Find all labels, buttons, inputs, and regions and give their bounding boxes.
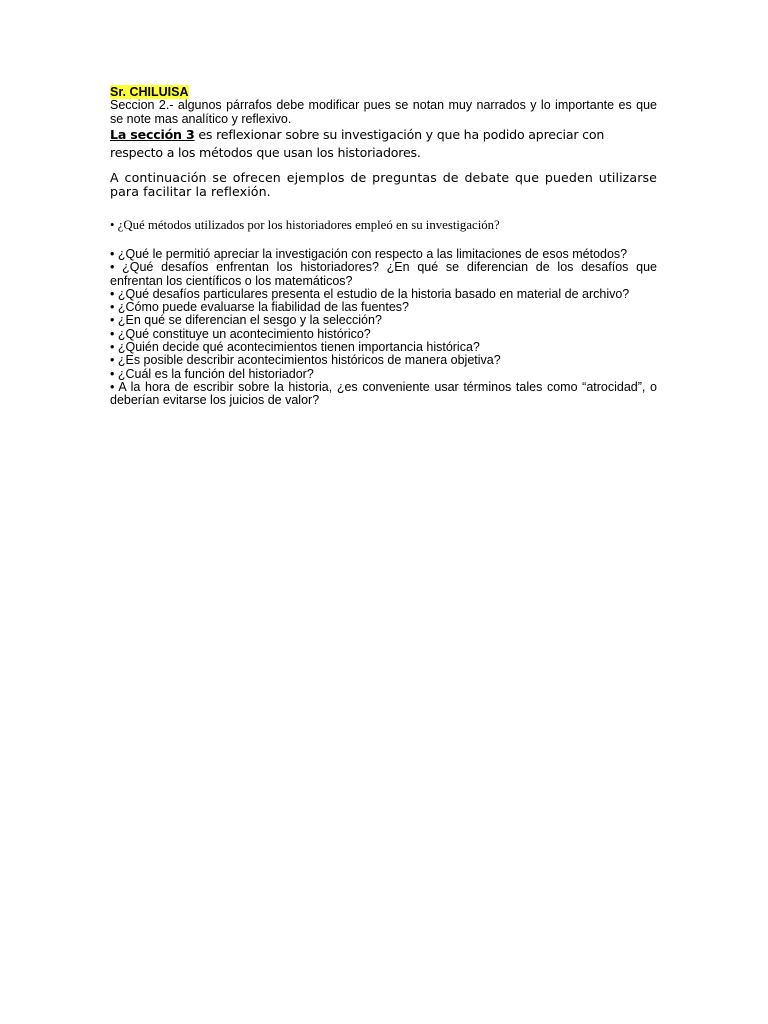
question-item: • ¿Qué constituye un acontecimiento histórico?	[110, 326, 371, 341]
question-item: • ¿Es posible describir acontecimientos históricos de manera objetiva?	[110, 353, 501, 368]
question-list	[110, 248, 657, 408]
first-question: • ¿Qué métodos utilizados por los historiadores empleó en su investigación?	[110, 218, 500, 232]
section3-lead: La sección 3	[110, 127, 195, 142]
salutation-highlight: Sr. CHILUISA	[110, 85, 189, 99]
question-item: • ¿Quién decide qué acontecimientos tienen importancia histórica?	[110, 340, 480, 355]
question-item: • A la hora de escribir sobre la historia, ¿es conveniente usar términos tales como “atrocidad”, o deberían evitarse los juicios de valor?	[110, 379, 657, 408]
salutation	[110, 85, 657, 99]
question-item: • ¿Cuál es la función del historiador?	[110, 366, 314, 381]
question-item: • ¿Cómo puede evaluarse la fiabilidad de las fuentes?	[110, 300, 410, 315]
question-item: • ¿Qué desafíos enfrentan los historiadores? ¿En qué se diferencian de los desafíos que enfrentan los científicos o los matemáticos?	[110, 260, 657, 288]
intro-paragraph: A continuación se ofrecen ejemplos de preguntas de debate que pueden utilizarse para facilitar la reflexión.	[110, 170, 657, 199]
question-item: • ¿Qué le permitió apreciar la investigación con respecto a las limitaciones de esos métodos?	[110, 247, 628, 261]
question-item: • ¿Qué desafíos particulares presenta el estudio de la historia basado en material de archivo?	[110, 286, 630, 301]
document-body	[110, 85, 657, 408]
section3-text: es reflexionar sobre su investigación y que ha podido apreciar con respecto a los métodos que usan los historiadores.	[110, 127, 605, 160]
question-item: • ¿En qué se diferencian el sesgo y la selección?	[110, 313, 382, 328]
section2-note: Seccion 2.- algunos párrafos debe modificar pues se notan muy narrados y lo importante es que se note mas analítico y reflexivo.	[110, 98, 657, 126]
section3-note	[110, 126, 657, 162]
